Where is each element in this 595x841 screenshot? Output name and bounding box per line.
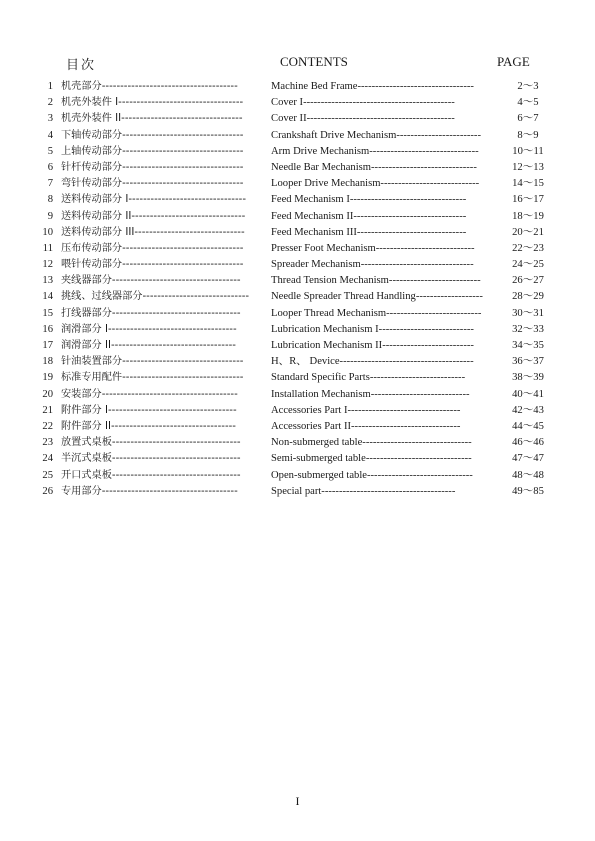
entry-chinese-title: 机壳部分------------------------------------- — [61, 81, 238, 92]
toc-entry[interactable] — [0, 79, 595, 95]
entry-number: 9 — [47, 210, 53, 222]
entry-english-title: Spreader Mechanism-------------------------------- — [271, 259, 474, 271]
entry-chinese-title: 下轴传动部分--------------------------------- — [61, 129, 244, 141]
toc-entry[interactable] — [0, 176, 595, 192]
entry-chinese-title: 附件部分 II---------------------------------- — [61, 420, 236, 432]
entry-page-range: 18～19 — [512, 210, 544, 222]
entry-page-range: 30～31 — [512, 307, 544, 319]
entry-page-range: 20～21 — [512, 226, 544, 238]
entry-chinese-title: 上轴传动部分--------------------------------- — [61, 145, 244, 157]
toc-entry[interactable] — [0, 209, 595, 225]
toc-entry[interactable] — [0, 160, 595, 176]
entry-page-range: 14～15 — [512, 178, 544, 190]
toc-entry[interactable] — [0, 403, 595, 419]
entry-page-range: 8～9 — [517, 129, 539, 141]
entry-english-title: Lubrication Mechanism I--------------------------- — [271, 323, 474, 335]
entry-page-range: 47～47 — [512, 453, 544, 465]
header-contents-title: CONTENTS — [280, 54, 348, 69]
entry-page-range: 34～35 — [512, 340, 544, 351]
entry-english-title: Accessories Part I-------------------------------- — [271, 404, 461, 416]
toc-entry[interactable] — [0, 241, 595, 257]
entry-number: 13 — [42, 275, 53, 287]
entry-english-title: Looper Drive Mechanism---------------------------- — [271, 178, 480, 190]
toc-entry[interactable] — [0, 338, 595, 354]
entry-english-title: Non-submerged table------------------------------- — [271, 437, 472, 449]
toc-entry[interactable] — [0, 419, 595, 435]
entry-chinese-title: 喂针传动部分--------------------------------- — [61, 259, 244, 271]
toc-entry[interactable] — [0, 111, 595, 127]
toc-entry[interactable] — [0, 257, 595, 273]
entry-chinese-title: 机壳外装件 II--------------------------------- — [61, 113, 243, 125]
entry-english-title: Semi-submerged table------------------------------ — [271, 453, 472, 465]
entry-number: 24 — [42, 453, 53, 465]
entry-english-title: H、R、 Device-------------------------------------- — [271, 356, 474, 368]
entry-page-range: 4～5 — [517, 97, 539, 109]
toc-entry[interactable] — [0, 484, 595, 500]
entry-chinese-title: 标准专用配件--------------------------------- — [61, 372, 244, 384]
entry-english-title: Arm Drive Mechanism------------------------------- — [271, 145, 479, 157]
entry-chinese-title: 专用部分------------------------------------- — [61, 485, 238, 497]
table-of-contents — [0, 79, 595, 500]
toc-entry[interactable] — [0, 451, 595, 467]
entry-page-range: 44～45 — [512, 420, 544, 432]
toc-entry[interactable] — [0, 322, 595, 338]
toc-entry[interactable] — [0, 370, 595, 386]
entry-page-range: 40～41 — [512, 388, 544, 400]
header-page-label: PAGE — [497, 54, 530, 69]
entry-chinese-title: 针杆传动部分--------------------------------- — [61, 161, 244, 173]
toc-entry[interactable] — [0, 387, 595, 403]
entry-number: 18 — [42, 356, 53, 368]
toc-entry[interactable] — [0, 144, 595, 160]
toc-entry[interactable] — [0, 306, 595, 322]
entry-chinese-title: 送料传动部分 III------------------------------ — [61, 226, 245, 238]
toc-entry[interactable] — [0, 289, 595, 305]
toc-entry[interactable] — [0, 192, 595, 208]
toc-entry[interactable] — [0, 435, 595, 451]
entry-english-title: Cover I------------------------------------------- — [271, 97, 455, 109]
entry-number: 7 — [47, 178, 53, 190]
entry-number: 12 — [42, 259, 53, 271]
entry-chinese-title: 针油装置部分--------------------------------- — [61, 356, 244, 368]
entry-page-range: 2～3 — [517, 81, 539, 92]
entry-number: 2 — [47, 97, 53, 109]
entry-english-title: Needle Spreader Thread Handling------------------- — [271, 291, 483, 303]
entry-number: 26 — [42, 485, 53, 497]
entry-chinese-title: 附件部分 I----------------------------------- — [61, 404, 237, 416]
entry-number: 14 — [42, 291, 53, 303]
entry-number: 20 — [42, 388, 53, 400]
entry-page-range: 28～29 — [512, 291, 544, 303]
entry-english-title: Cover II------------------------------------------ — [271, 113, 455, 125]
entry-english-title: Installation Mechanism---------------------------- — [271, 388, 470, 400]
entry-chinese-title: 开口式桌板----------------------------------- — [61, 469, 241, 481]
entry-number: 23 — [42, 437, 53, 449]
toc-entry[interactable] — [0, 225, 595, 241]
entry-english-title: Accessories Part II------------------------------- — [271, 420, 461, 432]
entry-number: 4 — [47, 129, 53, 141]
toc-entry[interactable] — [0, 354, 595, 370]
entry-english-title: Standard Specific Parts--------------------------- — [271, 372, 466, 384]
entry-english-title: Lubrication Mechanism II-------------------------- — [271, 340, 474, 351]
entry-chinese-title: 安装部分------------------------------------- — [61, 388, 238, 400]
entry-page-range: 42～43 — [512, 404, 544, 416]
entry-english-title: Feed Mechanism I--------------------------------- — [271, 194, 467, 206]
entry-chinese-title: 弯针传动部分--------------------------------- — [61, 178, 244, 190]
entry-number: 19 — [42, 372, 53, 384]
toc-entry[interactable] — [0, 468, 595, 484]
entry-chinese-title: 打线器部分----------------------------------- — [61, 307, 241, 319]
entry-chinese-title: 压布传动部分--------------------------------- — [61, 242, 244, 254]
page-number: I — [295, 794, 300, 808]
entry-number: 17 — [42, 340, 53, 351]
entry-page-range: 36～37 — [512, 356, 544, 368]
entry-page-range: 22～23 — [512, 242, 544, 254]
entry-page-range: 48～48 — [512, 469, 544, 481]
entry-number: 21 — [42, 404, 53, 416]
entry-english-title: Machine Bed Frame--------------------------------- — [271, 81, 474, 92]
entry-page-range: 46～46 — [512, 437, 544, 449]
entry-number: 1 — [47, 81, 53, 92]
entry-page-range: 24～25 — [512, 259, 544, 271]
entry-chinese-title: 送料传动部分 II------------------------------- — [61, 210, 246, 222]
toc-entry[interactable] — [0, 273, 595, 289]
entry-number: 11 — [42, 242, 53, 254]
entry-page-range: 38～39 — [512, 372, 544, 384]
entry-number: 8 — [47, 194, 53, 206]
toc-entry[interactable] — [0, 95, 595, 111]
entry-chinese-title: 润滑部分 II---------------------------------- — [61, 340, 236, 351]
entry-number: 5 — [47, 145, 53, 157]
entry-page-range: 6～7 — [517, 113, 539, 125]
entry-page-range: 49～85 — [512, 485, 544, 497]
entry-page-range: 10～11 — [512, 145, 544, 157]
entry-chinese-title: 夹线器部分----------------------------------- — [61, 275, 241, 287]
entry-number: 10 — [42, 226, 53, 238]
entry-number: 25 — [42, 469, 53, 481]
entry-number: 3 — [47, 113, 53, 125]
entry-page-range: 16～17 — [512, 194, 544, 206]
entry-page-range: 12～13 — [512, 161, 544, 173]
entry-chinese-title: 半沉式桌板----------------------------------- — [61, 453, 241, 465]
entry-page-range: 26～27 — [512, 275, 544, 287]
entry-chinese-title: 机壳外装件 I---------------------------------- — [61, 97, 244, 109]
toc-entry[interactable] — [0, 128, 595, 144]
entry-english-title: Thread Tension Mechanism-------------------------- — [271, 275, 481, 287]
entry-english-title: Special part-------------------------------------- — [271, 485, 456, 497]
header-chinese-title: 目次 — [66, 57, 97, 72]
entry-chinese-title: 放置式桌板----------------------------------- — [61, 437, 241, 449]
entry-english-title: Needle Bar Mechanism------------------------------ — [271, 161, 477, 173]
entry-number: 6 — [47, 161, 53, 173]
entry-number: 22 — [42, 420, 53, 432]
entry-english-title: Feed Mechanism III------------------------------- — [271, 226, 467, 238]
entry-chinese-title: 润滑部分 I----------------------------------- — [61, 323, 237, 335]
entry-page-range: 32～33 — [512, 323, 544, 335]
contents-header — [0, 54, 595, 72]
entry-chinese-title: 送料传动部分 I-------------------------------- — [61, 194, 247, 206]
entry-english-title: Open-submerged table------------------------------ — [271, 469, 473, 481]
entry-chinese-title: 挑线、过线器部分----------------------------- — [61, 291, 250, 303]
entry-english-title: Presser Foot Mechanism---------------------------- — [271, 242, 475, 254]
entry-english-title: Looper Thread Mechanism--------------------------- — [271, 307, 482, 319]
entry-number: 15 — [42, 307, 53, 319]
entry-number: 16 — [42, 323, 53, 335]
entry-english-title: Feed Mechanism II-------------------------------- — [271, 210, 467, 222]
entry-english-title: Crankshaft Drive Mechanism------------------------ — [271, 129, 481, 141]
